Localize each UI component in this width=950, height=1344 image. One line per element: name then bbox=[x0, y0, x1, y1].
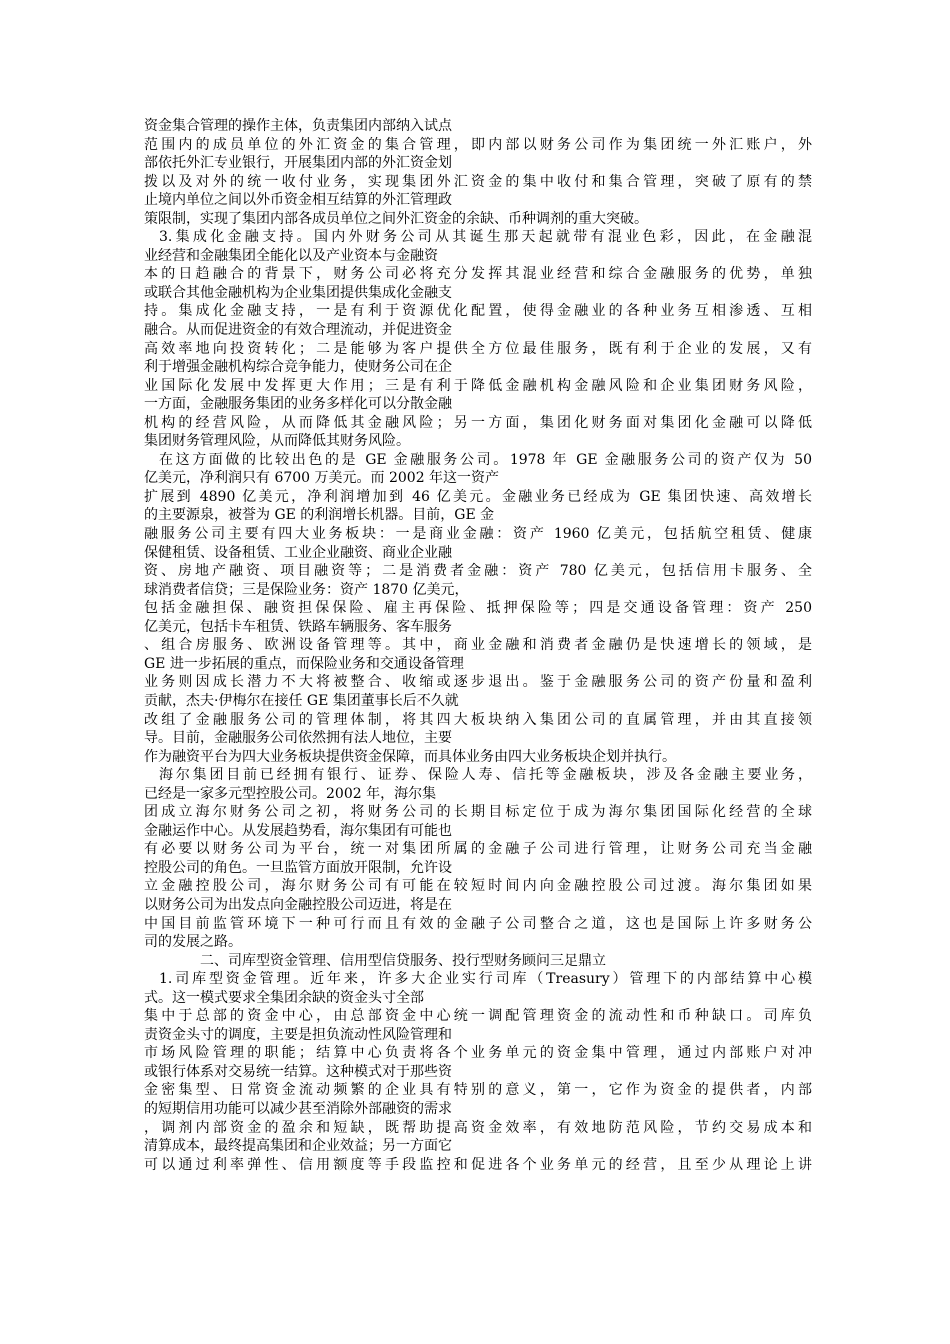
text-line: 、组合房服务、欧洲设备管理等。其中，商业金融和消费者金融仍是快速增长的领域，是 bbox=[144, 637, 812, 654]
text-line: 止境内单位之间以外币资金相互结算的外汇管理政 bbox=[144, 192, 452, 209]
text-line: 本的日趋融合的背景下，财务公司必将充分发挥其混业经营和综合金融服务的优势，单独 bbox=[144, 266, 812, 283]
text-line: 有必要以财务公司为平台，统一对集团所属的金融子公司进行管理，让财务公司充当金融 bbox=[144, 841, 812, 858]
text-line: 集中于总部的资金中心，由总部资金中心统一调配管理资金的流动性和币种缺口。司库负 bbox=[144, 1008, 812, 1025]
text-line: 以财务公司为出发点向金融控股公司迈进，将是在 bbox=[144, 896, 452, 913]
text-line: 部依托外汇专业银行，开展集团内部的外汇资金划 bbox=[144, 155, 452, 172]
text-line: 的短期信用功能可以减少甚至消除外部融资的需求 bbox=[144, 1100, 452, 1117]
text-line: 市场风险管理的职能；结算中心负责将各个业务单元的资金集中管理，通过内部账户对冲 bbox=[144, 1045, 812, 1062]
text-line: 团成立海尔财务公司之初，将财务公司的长期目标定位于成为海尔集团国际化经营的全球 bbox=[144, 804, 812, 821]
text-line: 二、司库型资金管理、信用型信贷服务、投行型财务顾问三足鼎立 bbox=[200, 952, 606, 969]
text-line: 业国际化发展中发挥更大作用；三是有利于降低金融机构金融风险和企业集团财务风险， bbox=[144, 377, 812, 394]
text-line: 资、房地产融资、项目融资等；二是消费者金融：资产 780 亿美元，包括信用卡服务、全 bbox=[144, 563, 812, 580]
text-line: GE 进一步拓展的重点，而保险业务和交通设备管理 bbox=[144, 655, 464, 672]
text-line: 亿美元，包括卡车租赁、铁路车辆服务、客车服务 bbox=[144, 618, 452, 635]
text-line: 司的发展之路。 bbox=[144, 934, 242, 951]
text-line: 式。这一模式要求全集团余缺的资金头寸全部 bbox=[144, 989, 424, 1006]
text-line: 亿美元，净利润只有 6700 万美元。而 2002 年这一资产 bbox=[144, 470, 500, 487]
text-line: 金融运作中心。从发展趋势看，海尔集团有可能也 bbox=[144, 822, 452, 839]
text-line: 1.司库型资金管理。近年来，许多大企业实行司库（Treasury）管理下的内部结算中心模 bbox=[159, 971, 812, 988]
text-line: 集团财务管理风险，从而降低其财务风险。 bbox=[144, 433, 410, 450]
text-line: 中国目前监管环境下一种可行而且有效的金融子公司整合之道，这也是国际上许多财务公 bbox=[144, 915, 812, 932]
text-line: 立金融控股公司，海尔财务公司有可能在较短时间内向金融控股公司过渡。海尔集团如果 bbox=[144, 878, 812, 895]
text-line: 在这方面做的比较出色的是 GE 金融服务公司。1978 年 GE 金融服务公司的资产仅为 50 bbox=[159, 451, 812, 468]
text-line: 已经是一家多元型控股公司。2002 年，海尔集 bbox=[144, 785, 437, 802]
text-line: 改组了金融服务公司的管理体制，将其四大板块纳入集团公司的直属管理，并由其直接领 bbox=[144, 711, 812, 728]
text-line: 或联合其他金融机构为企业集团提供集成化金融支 bbox=[144, 284, 452, 301]
text-line: ，调剂内部资金的盈余和短缺，既帮助提高资金效率，有效地防范风险，节约交易成本和 bbox=[144, 1119, 812, 1136]
text-line: 球消费者信贷；三是保险业务：资产 1870 亿美元， bbox=[144, 581, 469, 598]
text-line: 范围内的成员单位的外汇资金的集合管理，即内部以财务公司作为集团统一外汇账户，外 bbox=[144, 136, 812, 153]
text-line: 控股公司的角色。一旦监管方面放开限制，允许设 bbox=[144, 859, 452, 876]
text-line: 贡献，杰夫·伊梅尔在接任 GE 集团董事长后不久就 bbox=[144, 692, 459, 709]
text-line: 机构的经营风险，从而降低其金融风险；另一方面，集团化财务面对集团化金融可以降低 bbox=[144, 414, 812, 431]
text-line: 作为融资平台为四大业务板块提供资金保障，而具体业务由四大业务板块企划并执行。 bbox=[144, 748, 676, 765]
text-line: 持。集成化金融支持，一是有利于资源优化配置，使得金融业的各种业务互相渗透、互相 bbox=[144, 303, 812, 320]
text-line: 扩展到 4890 亿美元，净利润增加到 46 亿美元。金融业务已经成为 GE 集团快速、高效增长 bbox=[144, 488, 812, 505]
text-line: 融服务公司主要有四大业务板块：一是商业金融：资产 1960 亿美元，包括航空租赁、健康 bbox=[144, 526, 812, 543]
text-line: 可以通过利率弹性、信用额度等手段监控和促进各个业务单元的经营，且至少从理论上讲 bbox=[144, 1156, 812, 1173]
text-line: 责资金头寸的调度，主要是担负流动性风险管理和 bbox=[144, 1026, 452, 1043]
text-line: 保健租赁、设备租赁、工业企业融资、商业企业融 bbox=[144, 544, 452, 561]
text-line: 资金集合管理的操作主体，负责集团内部纳入试点 bbox=[144, 118, 452, 134]
text-line: 高效率地向投资转化；二是能够为客户提供全方位最佳服务，既有利于企业的发展，又有 bbox=[144, 340, 812, 357]
text-line: 导。目前，金融服务公司依然拥有法人地位，主要 bbox=[144, 730, 452, 747]
text-line: 金密集型、日常资金流动频繁的企业具有特别的意义，第一，它作为资金的提供者，内部 bbox=[144, 1082, 812, 1099]
text-line: 融合。从而促进资金的有效合理流动，并促进资金 bbox=[144, 322, 452, 339]
text-line: 3.集成化金融支持。国内外财务公司从其诞生那天起就带有混业色彩，因此，在金融混 bbox=[159, 229, 812, 246]
text-line: 业务则因成长潜力不大将被整合、收缩或逐步退出。鉴于金融服务公司的资产份量和盈利 bbox=[144, 674, 812, 691]
text-line: 一方面，金融服务集团的业务多样化可以分散金融 bbox=[144, 396, 452, 413]
text-line: 或银行体系对交易统一结算。这种模式对于那些资 bbox=[144, 1063, 452, 1080]
document-body bbox=[144, 117, 812, 1174]
text-line: 海尔集团目前已经拥有银行、证券、保险人寿、信托等金融板块，涉及各金融主要业务， bbox=[159, 767, 812, 784]
text-line: 策限制，实现了集团内部各成员单位之间外汇资金的余缺、币种调剂的重大突破。 bbox=[144, 210, 648, 227]
text-line: 利于增强金融机构综合竞争能力，使财务公司在企 bbox=[144, 359, 452, 376]
text-line: 业经营和金融集团全能化以及产业资本与金融资 bbox=[144, 247, 438, 264]
text-line: 清算成本，最终提高集团和企业效益；另一方面它 bbox=[144, 1138, 452, 1155]
text-line: 的主要源泉，被誉为 GE 的利润增长机器。目前，GE 金 bbox=[144, 507, 495, 524]
text-line: 包括金融担保、融资担保保险、雇主再保险、抵押保险等；四是交通设备管理：资产 250 bbox=[144, 600, 812, 617]
text-line: 拨以及对外的统一收付业务，实现集团外汇资金的集中收付和集合管理，突破了原有的禁 bbox=[144, 173, 812, 190]
